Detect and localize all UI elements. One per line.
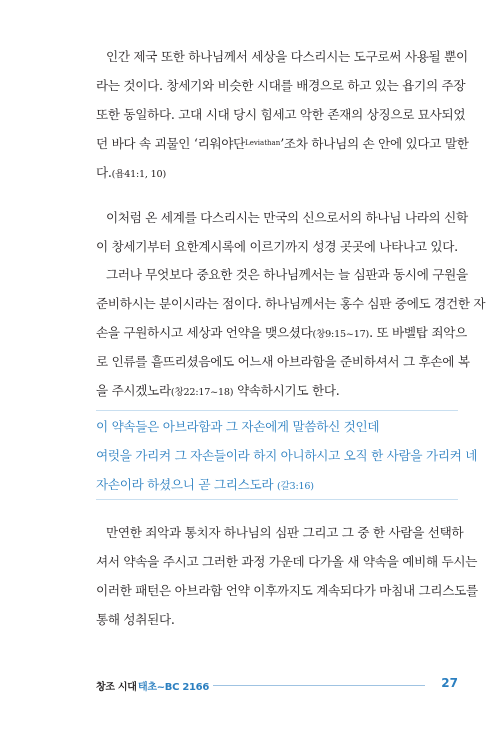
scripture-quote [96, 412, 478, 499]
text-line: 이러한 패턴은 아브라함 언약 이후까지도 계속되다가 마침내 그리스도를 [96, 583, 478, 598]
text-line [96, 318, 467, 347]
text-line: 라는 것이다. 창세기와 비슷한 시대를 배경으로 하고 있는 욥기의 주장 [96, 78, 466, 93]
text-line: 이처럼 온 세계를 다스리시는 만국의 신으로서의 하나님 나라의 신학 [106, 210, 468, 225]
quote-top-divider [96, 410, 458, 411]
chapter-period: 태초~BC 2166 [138, 682, 209, 693]
paragraph-4 [96, 518, 478, 634]
text-segment: ’조차 하나님의 손 안에 있다고 말한 [280, 136, 469, 151]
scripture-reference: (창22:17~18) [170, 387, 234, 398]
text-line: 이 창세기부터 요한계시록에 이르기까지 성경 곳곳에 나타나고 있다. [96, 239, 458, 254]
text-line: 통해 성취된다. [96, 612, 175, 627]
footer-divider [213, 685, 425, 686]
scripture-reference: (욥41:1, 10) [111, 169, 166, 180]
quote-line: 이 약속들은 아브라함과 그 자손에게 말씀하신 것인데 [96, 419, 380, 434]
text-segment: 을 주시겠노라 [96, 383, 171, 398]
quote-line: 여럿을 가리켜 그 자손들이라 하지 아니하시고 오직 한 사람을 가리켜 네 [96, 448, 478, 463]
page-number: 27 [441, 676, 458, 690]
quote-line [96, 470, 458, 499]
text-line: 만연한 죄악과 통치자 하나님의 심판 그리고 그 중 한 사람을 선택하 [106, 525, 464, 540]
text-line: 준비하시는 분이시라는 점이다. 하나님께서는 홍수 심판 중에도 경건한 자 [96, 296, 486, 311]
quote-bottom-divider [96, 499, 458, 500]
text-segment: 손을 구원하시고 세상과 언약을 맺으셨다 [96, 325, 313, 340]
paragraph-2 [96, 203, 468, 261]
text-line [96, 129, 469, 158]
text-segment: 던 바다 속 괴물인 ‘리워야단 [96, 136, 246, 151]
text-segment: 자손이라 하셨으니 곧 그리스도라 [96, 477, 277, 492]
text-line: 로 인류를 흩뜨리셨음에도 어느새 아브라함을 준비하셔서 그 후손에 복 [96, 354, 470, 369]
text-segment: . 또 바벨탑 죄악으 [369, 325, 467, 340]
text-line [96, 376, 458, 405]
text-line: 또한 동일하다. 고대 시대 당시 힘세고 악한 존재의 상징으로 묘사되었 [96, 107, 466, 122]
superscript-annotation: Leviathan [245, 139, 281, 147]
text-segment: 다. [96, 165, 112, 180]
paragraph-1 [96, 42, 469, 187]
text-line [96, 158, 458, 187]
chapter-title: 창조 시대 [96, 682, 137, 693]
text-line: 그러나 무엇보다 중요한 것은 하나님께서는 늘 심판과 동시에 구원을 [106, 267, 468, 282]
scripture-reference: (갈3:16) [276, 481, 314, 492]
scripture-reference: (창9:15~17) [312, 329, 370, 340]
text-segment: 약속하시기도 한다. [233, 383, 340, 398]
text-line: 셔서 약속을 주시고 그러한 과정 가운데 다가올 새 약속을 예비해 두시는 [96, 554, 478, 569]
page-footer [96, 676, 458, 696]
text-line: 인간 제국 또한 하나님께서 세상을 다스리시는 도구로써 사용될 뿐이 [106, 49, 468, 64]
paragraph-3 [96, 260, 486, 405]
